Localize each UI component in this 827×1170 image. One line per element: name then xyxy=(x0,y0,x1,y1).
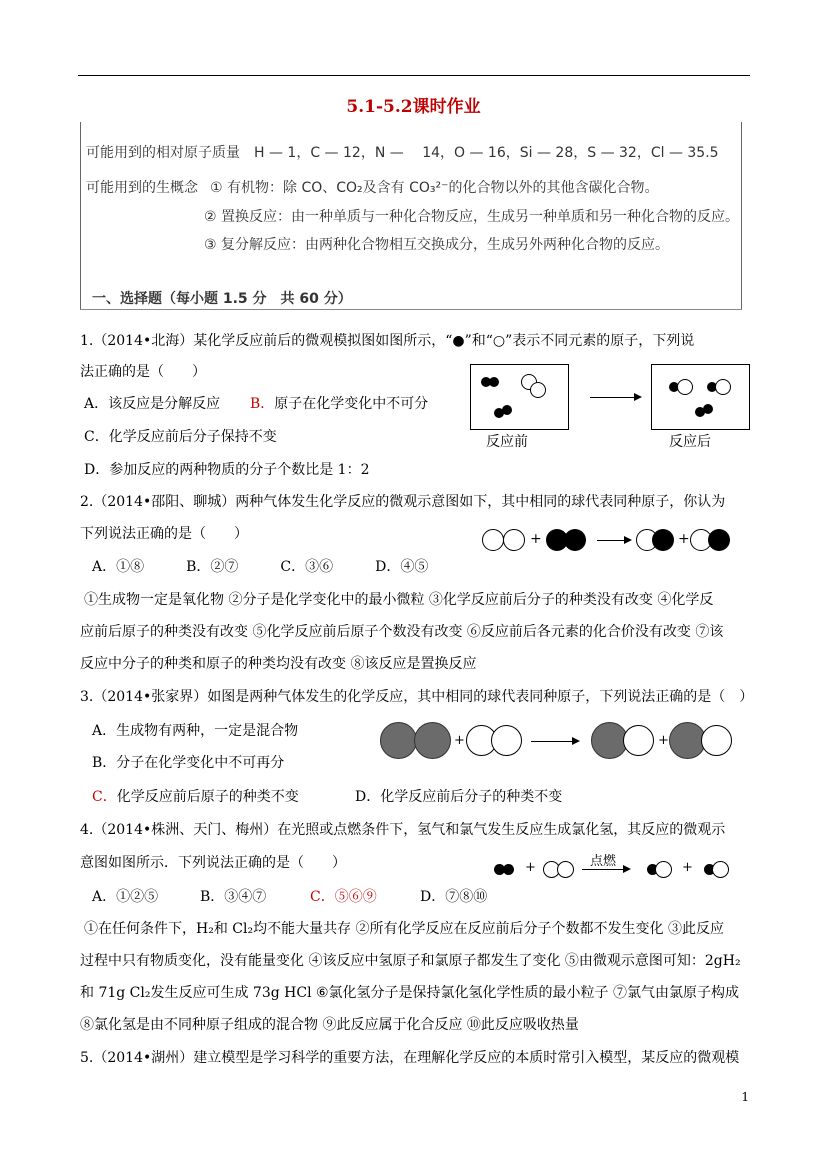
atom xyxy=(677,379,693,395)
concept-2: ② 置换反应：由一种单质与一种化合物反应，生成另一种单质和另一种化合物的反应。 xyxy=(204,209,739,225)
q1-before-box xyxy=(470,364,569,430)
reaction-arrow xyxy=(597,540,627,541)
q4-diagram xyxy=(492,850,732,886)
q4-option-c: C．⑤⑥⑨ xyxy=(310,889,377,905)
concept-label: 可能用到的生概念 xyxy=(86,180,198,196)
q3-option-c-text: 化学反应前后原子的种类不变 xyxy=(116,789,299,805)
q4-statements-4: ⑧氯化氢是由不同种原子组成的混合物 ⑨此反应属于化合反应 ⑩此反应吸收热量 xyxy=(80,1017,579,1033)
q3-option-d: D．化学反应前后分子的种类不变 xyxy=(355,789,563,805)
concept-1: ① 有机物：除 CO、CO₂及含有 CO₃²⁻的化合物以外的其他含碳化合物。 xyxy=(210,180,659,196)
q5-stem: 5.（2014•湖州）建立模型是学习科学的重要方法，在理解化学反应的本质时常引入模型，某反应的微观模 xyxy=(80,1050,740,1066)
q2-stem-2: 下列说法正确的是（ ） xyxy=(80,526,248,542)
info-box xyxy=(80,122,742,310)
plus-sign: + xyxy=(525,860,536,875)
q1-diagram xyxy=(470,364,748,434)
atom xyxy=(502,405,512,415)
q1-option-b-letter: B． xyxy=(250,396,275,412)
atom xyxy=(489,377,499,387)
q3-option-a: A．生成物有两种，一定是混合物 xyxy=(92,723,299,739)
page-title: 5.1-5.2课时作业 xyxy=(346,97,481,117)
section-heading: 一、选择题（每小题 1.5 分 共 60 分） xyxy=(92,291,352,307)
plus-sign: + xyxy=(658,733,669,748)
arrow-head xyxy=(572,737,580,745)
q1-option-c: C．化学反应前后分子保持不变 xyxy=(84,429,277,445)
atom xyxy=(655,861,672,878)
arrow-head xyxy=(634,393,642,401)
atom xyxy=(503,864,514,875)
q2-options: A．①⑧ B．②⑦ C．③⑥ D．④⑤ xyxy=(92,559,429,575)
q4-stem-2: 意图如图所示．下列说法正确的是（ ） xyxy=(80,855,346,871)
atom xyxy=(715,379,731,395)
atom xyxy=(564,529,586,551)
atomic-masses: 可能用到的相对原子质量 H — 1，C — 12，N — 14，O — 16，Si — 28，S — 32，Cl — 35.5 xyxy=(86,145,719,161)
arrow-head xyxy=(624,536,632,544)
q2-stem-1: 2.（2014•邵阳、聊城）两种气体发生化学反应的微观示意图如下，其中相同的球代表同种原子，你认为 xyxy=(80,494,726,510)
q4-stem-1: 4.（2014•株洲、天门、梅州）在光照或点燃条件下，氢气和氯气发生反应生成氯化氢，其反应的微观示 xyxy=(80,822,726,838)
atom xyxy=(491,725,522,756)
q2-statements-1: ①生成物一定是氧化物 ②分子是化学变化中的最小微粒 ③化学反应前后分子的种类没有改变 ④化学反 xyxy=(84,592,714,608)
header-rule xyxy=(78,75,750,76)
q4-option-a: A．①②⑤ xyxy=(92,889,159,905)
atom xyxy=(623,725,654,756)
q4-statements-3: 和 71g Cl₂发生反应可生成 73g HCl ⑥氯化氢分子是保持氯化氢化学性质的最小粒子 ⑦氯气由氯原子构成 xyxy=(80,985,740,1001)
q1-option-b xyxy=(250,394,428,414)
q4-statements-1: ①在任何条件下，H₂和 Cl₂均不能大量共存 ②所有化学反应在反应前后分子个数都不发生变化 ③此反应 xyxy=(84,921,724,937)
atom xyxy=(701,725,732,756)
atom xyxy=(414,722,451,759)
q1-before-label: 反应前 xyxy=(486,434,528,450)
page-number: 1 xyxy=(741,1090,749,1104)
plus-sign: + xyxy=(678,531,690,547)
q3-option-c-letter: C． xyxy=(92,789,117,805)
atom xyxy=(703,404,713,414)
atom xyxy=(712,861,729,878)
plus-sign: + xyxy=(454,733,465,748)
q3-option-c xyxy=(92,787,299,807)
atom xyxy=(557,861,574,878)
q1-option-d: D．参加反应的两种物质的分子个数比是 1：2 xyxy=(84,462,370,478)
concept-3: ③ 复分解反应：由两种化合物相互交换成分，生成另外两种化合物的反应。 xyxy=(204,237,669,253)
q3-option-b: B．分子在化学变化中不可再分 xyxy=(92,755,285,771)
atom xyxy=(503,529,525,551)
q1-stem-1: 1.（2014•北海）某化学反应前后的微观模拟图如图所示，“●”和“○”表示不同元素的原子，下列说 xyxy=(80,333,695,349)
q2-statements-2: 应前后原子的种类没有改变 ⑤化学反应前后原子个数没有改变 ⑥反应前后各元素的化合价没有改变 ⑦该 xyxy=(80,624,724,640)
q2-statements-3: 反应中分子的种类和原子的种类均没有改变 ⑧该反应是置换反应 xyxy=(80,656,477,672)
atom xyxy=(652,529,674,551)
q3-diagram xyxy=(380,722,740,762)
reaction-arrow xyxy=(531,741,575,742)
q4-statements-2: 过程中只有物质变化，没有能量变化 ④该反应中氢原子和氯原子都发生了变化 ⑤由微观示意图可知：2gH₂ xyxy=(80,953,741,969)
plus-sign: + xyxy=(682,860,693,875)
plus-sign: + xyxy=(530,531,542,547)
q2-diagram xyxy=(480,527,735,557)
q4-option-d: D．⑦⑧⑩ xyxy=(420,889,488,905)
atom xyxy=(708,529,730,551)
q1-option-b-text: 原子在化学变化中不可分 xyxy=(274,396,429,412)
reaction-arrow xyxy=(590,397,638,398)
reaction-condition: 点燃 xyxy=(590,854,617,869)
atom xyxy=(482,529,504,551)
q1-after-label: 反应后 xyxy=(669,434,711,450)
q1-stem-2: 法正确的是（ ） xyxy=(80,364,206,380)
atom xyxy=(380,722,417,759)
q4-option-b: B．③④⑦ xyxy=(200,889,267,905)
q3-stem: 3.（2014•张家界）如图是两种气体发生的化学反应，其中相同的球代表同种原子，下列说法正确的是（ ） xyxy=(80,689,754,705)
atom xyxy=(530,382,546,398)
arrow-head xyxy=(623,865,631,873)
reaction-arrow xyxy=(582,869,626,870)
q1-option-a: A．该反应是分解反应 xyxy=(84,396,221,412)
q1-after-box xyxy=(651,364,750,430)
